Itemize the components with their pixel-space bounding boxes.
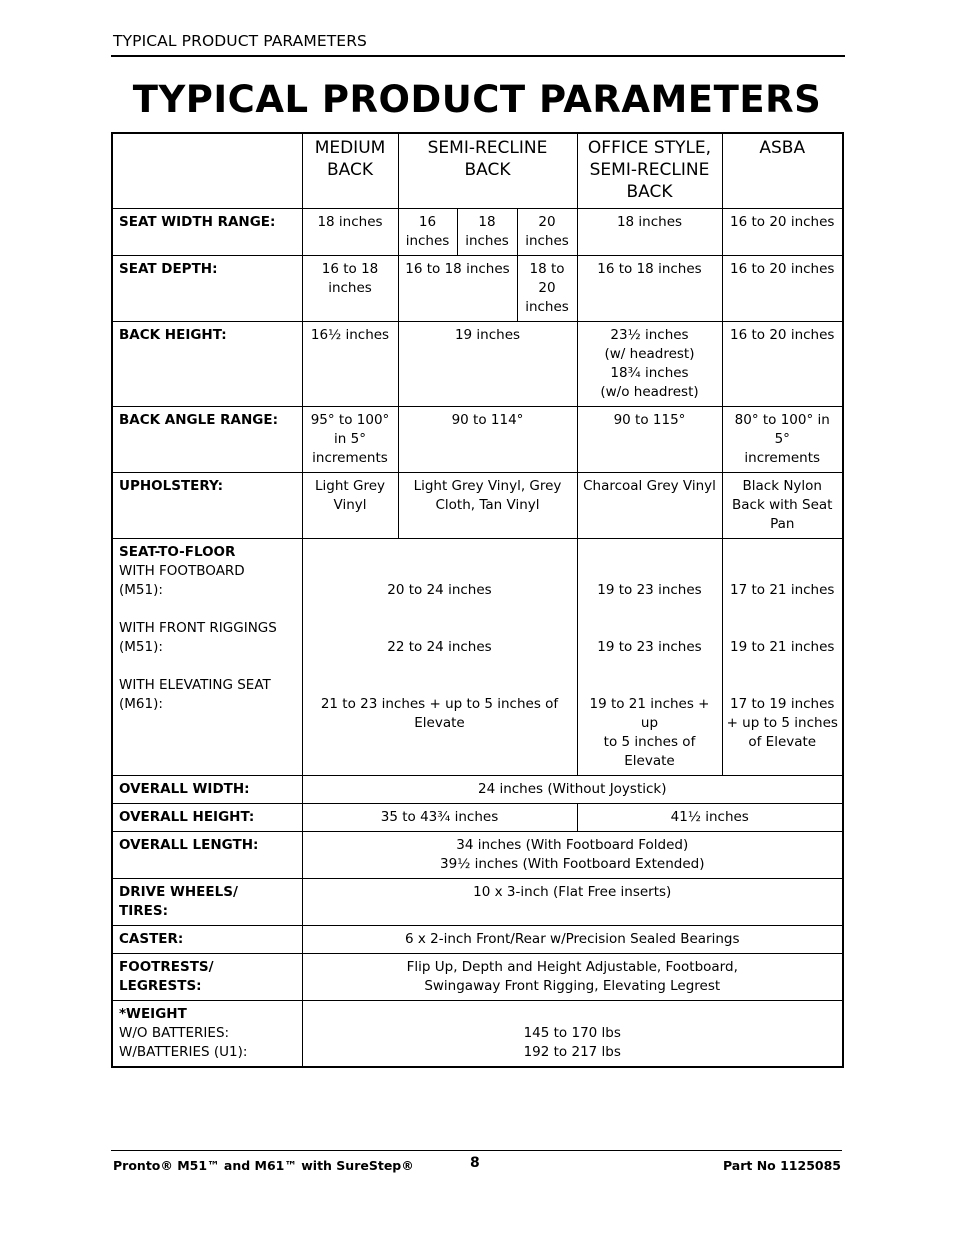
cell: 34 inches (With Footboard Folded) 39½ inches (With Footboard Extended) <box>302 831 843 878</box>
footer-rule <box>111 1150 842 1151</box>
row-back-height <box>112 321 843 406</box>
row-label: FOOTRESTS/ <box>119 958 214 975</box>
footer-part-number: Part No 1125085 <box>722 1158 841 1173</box>
parameters-table <box>111 132 844 1068</box>
row-seat-to-floor: SEAT-TO-FLOOR WITH FOOTBOARD (M51): WITH FRONT RIGGINGS (M51): WITH ELEVATING SEAT (M61): 20 to 24 inches 22 to 24 inches 21 to 23 inches + up to 5 inches of Elevate 19 to 23 inches 19 to 23 inches 19 to 21 inches + up to 5 inches of Elevate 17 to 21 inches 19 to 21 inches 17 to 19 inches + up to 5 inches of Elevate <box>112 538 843 775</box>
cell: 18 inches <box>457 208 517 255</box>
row-overall-height <box>112 803 843 831</box>
cell: Light Grey Vinyl <box>302 472 398 538</box>
row-overall-width <box>112 775 843 803</box>
cell: 16 to 20 inches <box>722 208 843 255</box>
empty-corner-cell <box>112 133 302 208</box>
cell: 16 inches <box>398 208 457 255</box>
page-number: 8 <box>470 1155 480 1171</box>
cell: 19 to 23 inches 19 to 23 inches 19 to 21 inches + up to 5 inches of Elevate <box>577 538 722 775</box>
row-label: DRIVE WHEELS/ <box>119 883 238 900</box>
footer-product-name: Pronto® M51™ and M61™ with SureStep® <box>113 1158 414 1173</box>
cell: 16 to 20 inches <box>722 255 843 321</box>
cell: Charcoal Grey Vinyl <box>577 472 722 538</box>
cell: 17 to 21 inches 19 to 21 inches 17 to 19 inches + up to 5 inches of Elevate <box>722 538 843 775</box>
cell: 24 inches (Without Joystick) <box>302 775 843 803</box>
cell: Flip Up, Depth and Height Adjustable, Footboard, Swingaway Front Rigging, Elevating Legrest <box>302 953 843 1000</box>
cell: 20 inches <box>517 208 577 255</box>
row-label: BACK HEIGHT: <box>119 326 227 343</box>
cell: 16 to 18 inches <box>302 255 398 321</box>
row-caster <box>112 925 843 953</box>
cell: Light Grey Vinyl, Grey Cloth, Tan Vinyl <box>398 472 577 538</box>
row-label: OVERALL WIDTH: <box>119 780 250 797</box>
row-label: OVERALL HEIGHT: <box>119 808 255 825</box>
cell: 90 to 114° <box>398 406 577 472</box>
col-header-semi-recline: SEMI-RECLINE BACK <box>398 133 577 208</box>
cell: 23½ inches (w/ headrest) 18¾ inches (w/o headrest) <box>577 321 722 406</box>
row-back-angle <box>112 406 843 472</box>
row-label: OVERALL LENGTH: <box>119 836 259 853</box>
cell: 35 to 43¾ inches <box>302 803 577 831</box>
cell: 41½ inches <box>577 803 843 831</box>
row-footrests: FOOTRESTS/ LEGRESTS: Flip Up, Depth and Height Adjustable, Footboard, Swingaway Front Rigging, Elevating Legrest <box>112 953 843 1000</box>
cell: 16 to 18 inches <box>398 255 517 321</box>
col-header-medium-back: MEDIUM BACK <box>302 133 398 208</box>
cell: 18 inches <box>577 208 722 255</box>
row-label: SEAT-TO-FLOOR <box>119 543 236 560</box>
row-seat-width <box>112 208 843 255</box>
cell: 145 to 170 lbs 192 to 217 lbs <box>302 1000 843 1067</box>
row-overall-length <box>112 831 843 878</box>
cell: 20 to 24 inches 22 to 24 inches 21 to 23 inches + up to 5 inches of Elevate <box>302 538 577 775</box>
row-label: UPHOLSTERY: <box>119 477 224 494</box>
cell: 18 inches <box>302 208 398 255</box>
row-seat-depth <box>112 255 843 321</box>
row-weight: *WEIGHT W/O BATTERIES: W/BATTERIES (U1): 145 to 170 lbs 192 to 217 lbs <box>112 1000 843 1067</box>
row-label: CASTER: <box>119 930 184 947</box>
cell: 19 inches <box>398 321 577 406</box>
row-label: *WEIGHT <box>119 1005 187 1022</box>
cell: 16 to 20 inches <box>722 321 843 406</box>
col-header-office-style: OFFICE STYLE, SEMI-RECLINE BACK <box>577 133 722 208</box>
cell: 16 to 18 inches <box>577 255 722 321</box>
row-upholstery <box>112 472 843 538</box>
cell: 90 to 115° <box>577 406 722 472</box>
row-label: SEAT DEPTH: <box>119 260 218 277</box>
row-label: SEAT WIDTH RANGE: <box>119 213 276 230</box>
cell: 10 x 3-inch (Flat Free inserts) <box>302 878 843 925</box>
cell: Black Nylon Back with Seat Pan <box>722 472 843 538</box>
page-title: TYPICAL PRODUCT PARAMETERS <box>132 78 822 121</box>
col-header-asba: ASBA <box>722 133 843 208</box>
row-drive-wheels: DRIVE WHEELS/ TIRES: 10 x 3-inch (Flat Free inserts) <box>112 878 843 925</box>
cell: 16½ inches <box>302 321 398 406</box>
cell: 6 x 2-inch Front/Rear w/Precision Sealed Bearings <box>302 925 843 953</box>
row-label: BACK ANGLE RANGE: <box>119 411 279 428</box>
cell: 95° to 100° in 5° increments <box>302 406 398 472</box>
cell: 18 to 20 inches <box>517 255 577 321</box>
header-row <box>112 133 843 208</box>
running-header: TYPICAL PRODUCT PARAMETERS <box>113 32 367 50</box>
cell: 80° to 100° in 5° increments <box>722 406 843 472</box>
header-rule <box>111 55 845 57</box>
